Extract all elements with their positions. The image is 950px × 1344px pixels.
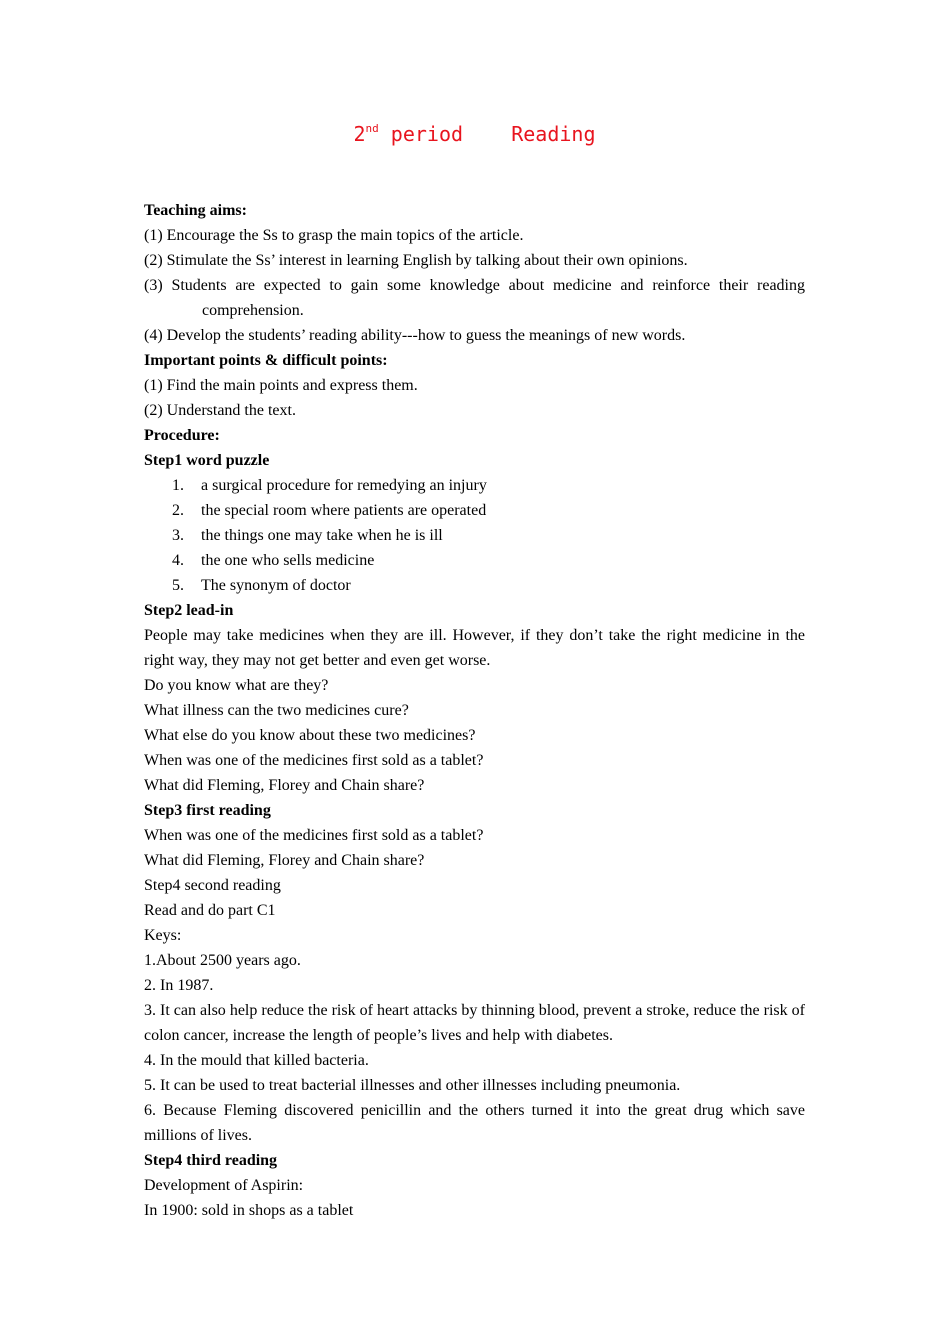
puzzle-item: 3. the things one may take when he is ill: [172, 527, 443, 544]
step3-heading: Step3 first reading: [144, 802, 271, 819]
teaching-aim-3: (3) Students are expected to gain some knowledge about medicine and reinforce their reading: [144, 277, 805, 294]
step4-third-heading: Step4 third reading: [144, 1152, 278, 1169]
aspirin-development-line: In 1900: sold in shops as a tablet: [144, 1202, 354, 1219]
page-title: 2nd period Reading: [353, 122, 596, 146]
teaching-aim-3-continued: comprehension.: [202, 302, 304, 319]
important-points-heading: Important points & difficult points:: [144, 352, 388, 369]
key-item: 6. Because Fleming discovered penicillin and the others turned it into the great drug which save millions of lives.: [144, 1102, 805, 1144]
key-item: 3. It can also help reduce the risk of heart attacks by thinning blood, prevent a stroke, reduce the risk of colon cancer, increase the length of people’s lives and help with diabetes.: [144, 1002, 805, 1044]
aspirin-development-line: Development of Aspirin:: [144, 1177, 304, 1194]
puzzle-item: 4. the one who sells medicine: [172, 552, 375, 569]
step1-heading: Step1 word puzzle: [144, 452, 270, 469]
step2-heading: Step2 lead-in: [144, 602, 234, 619]
key-item: 4. In the mould that killed bacteria.: [144, 1052, 369, 1069]
second-reading-instruction: Read and do part C1: [144, 902, 276, 919]
teaching-aim-4: (4) Develop the students’ reading ability---how to guess the meanings of new words.: [144, 327, 686, 344]
key-item: 1.About 2500 years ago.: [144, 952, 301, 969]
key-item: 5. It can be used to treat bacterial illnesses and other illnesses including pneumonia.: [144, 1077, 681, 1094]
lead-in-question: When was one of the medicines first sold as a tablet?: [144, 752, 484, 769]
first-reading-question: When was one of the medicines first sold as a tablet?: [144, 827, 484, 844]
important-point-2: (2) Understand the text.: [144, 402, 296, 419]
step4-second-heading: Step4 second reading: [144, 877, 281, 894]
puzzle-item: 5. The synonym of doctor: [172, 577, 351, 594]
puzzle-item: 1. a surgical procedure for remedying an injury: [172, 477, 487, 494]
lead-in-question: Do you know what are they?: [144, 677, 329, 694]
key-item: 2. In 1987.: [144, 977, 214, 994]
first-reading-question: What did Fleming, Florey and Chain share?: [144, 852, 425, 869]
important-point-1: (1) Find the main points and express them.: [144, 377, 418, 394]
lead-in-question: What else do you know about these two medicines?: [144, 727, 476, 744]
lead-in-question: What did Fleming, Florey and Chain share?: [144, 777, 425, 794]
procedure-heading: Procedure:: [144, 427, 220, 444]
lead-in-question: What illness can the two medicines cure?: [144, 702, 409, 719]
teaching-aims-heading: Teaching aims:: [144, 202, 247, 219]
teaching-aim-2: (2) Stimulate the Ss’ interest in learning English by talking about their own opinions.: [144, 252, 688, 269]
teaching-aim-1: (1) Encourage the Ss to grasp the main topics of the article.: [144, 227, 524, 244]
document-body: [144, 198, 805, 1223]
keys-label: Keys:: [144, 927, 182, 944]
puzzle-item: 2. the special room where patients are operated: [172, 502, 487, 519]
lead-in-paragraph: People may take medicines when they are ill. However, if they don’t take the right medicine in the right way, they may not get better and even get worse.: [144, 627, 805, 669]
